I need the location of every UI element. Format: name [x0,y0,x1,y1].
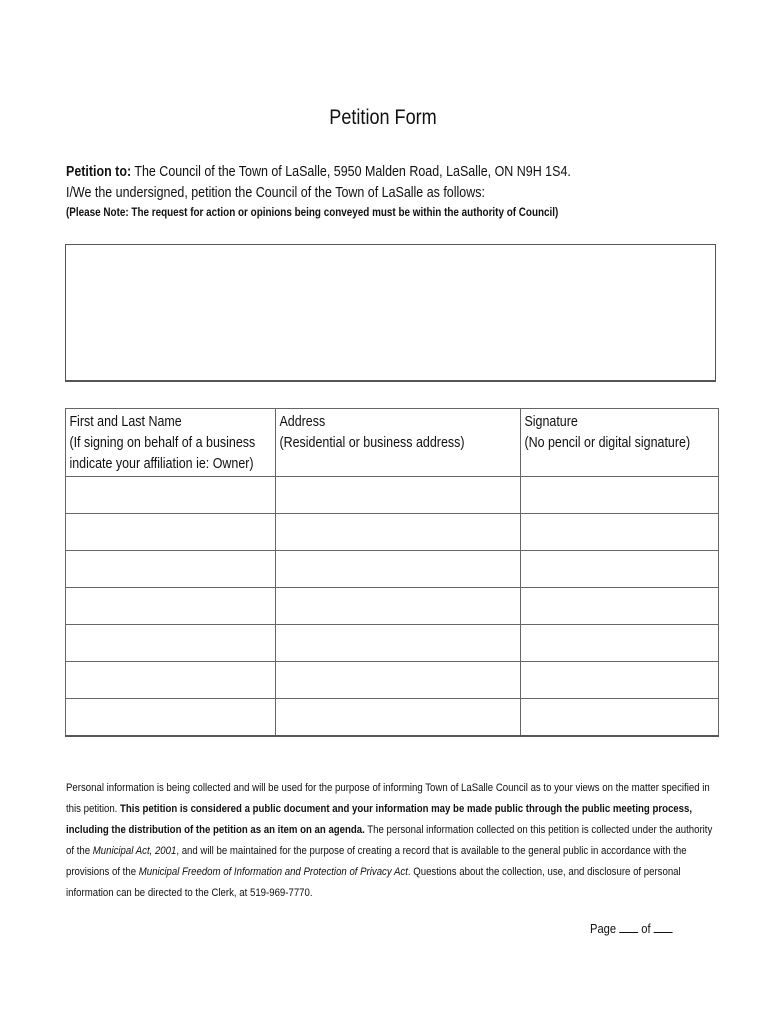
header-signature [521,409,719,477]
name-cell[interactable] [66,551,276,588]
petition-to-line [66,162,685,183]
table-row [66,551,719,588]
signature-cell[interactable] [521,662,719,699]
privacy-act-name: Municipal Freedom of Information and Protection of Privacy Act [138,866,408,878]
signature-cell[interactable] [521,625,719,662]
disclaimer-text-4: . Questions about the collection, use, and disclosure of personal information can be directed to the Clerk, at 519-969-7770. [66,866,681,899]
undersigned-line: I/We the undersigned, petition the Council of the Town of LaSalle as follows: [66,185,485,201]
table-row [66,588,719,625]
signature-table [65,408,719,737]
address-cell[interactable] [276,699,521,737]
page-counter [590,921,673,936]
page-total-blank[interactable] [654,921,673,933]
intro-block [66,162,685,222]
address-cell[interactable] [276,514,521,551]
municipal-act-name: Municipal Act, 2001 [92,845,177,857]
signature-rows [66,477,719,737]
name-cell[interactable] [66,588,276,625]
header-name [66,409,276,477]
header-name-note-1: (If signing on behalf of a business [69,435,256,451]
disclaimer-text-2: The personal information collected on this petition is collected under the authority of the [66,824,713,857]
signature-cell[interactable] [521,699,719,737]
signature-cell[interactable] [521,551,719,588]
signature-cell[interactable] [521,588,719,625]
page-number-blank[interactable] [619,921,638,933]
header-signature-title: Signature [524,414,578,430]
address-cell[interactable] [276,625,521,662]
table-row [66,477,719,514]
petition-to-label: Petition to: [66,164,132,180]
of-label: of [641,921,651,936]
address-cell[interactable] [276,588,521,625]
name-cell[interactable] [66,625,276,662]
signature-cell[interactable] [521,477,719,514]
table-row [66,514,719,551]
address-cell[interactable] [276,662,521,699]
disclaimer-bold-text: This petition is considered a public document and your information may be made public through the public meeting process, including the distribution of the petition as an item on an agenda. [66,803,693,836]
header-name-title: First and Last Name [69,414,182,430]
table-row [66,699,719,737]
address-cell[interactable] [276,477,521,514]
name-cell[interactable] [66,477,276,514]
name-cell[interactable] [66,662,276,699]
header-address [276,409,521,477]
table-header-row [66,409,719,477]
disclaimer-text-3: , and will be maintained for the purpose of creating a record that is available to the general public in accordance with the provisions of the [66,845,687,878]
page-label: Page [590,921,617,936]
disclaimer-text-1: Personal information is being collected and will be used for the purpose of informing Town of LaSalle Council as to your views on the matter specified in this petition. [66,782,710,815]
header-address-note: (Residential or business address) [279,435,465,451]
page-title: Petition Form [329,106,437,129]
petition-to-text: The Council of the Town of LaSalle, 5950 Malden Road, LaSalle, ON N9H 1S4. [131,164,571,180]
address-cell[interactable] [276,551,521,588]
table-row [66,662,719,699]
table-row [66,625,719,662]
header-signature-note: (No pencil or digital signature) [524,435,691,451]
header-name-note-2: indicate your affiliation ie: Owner) [69,456,254,472]
signature-cell[interactable] [521,514,719,551]
privacy-disclaimer [66,778,715,904]
name-cell[interactable] [66,514,276,551]
header-address-title: Address [279,414,326,430]
petition-request-box[interactable] [65,244,716,382]
authority-note: (Please Note: The request for action or opinions being conveyed must be within the authority of Council) [66,207,559,219]
name-cell[interactable] [66,699,276,737]
